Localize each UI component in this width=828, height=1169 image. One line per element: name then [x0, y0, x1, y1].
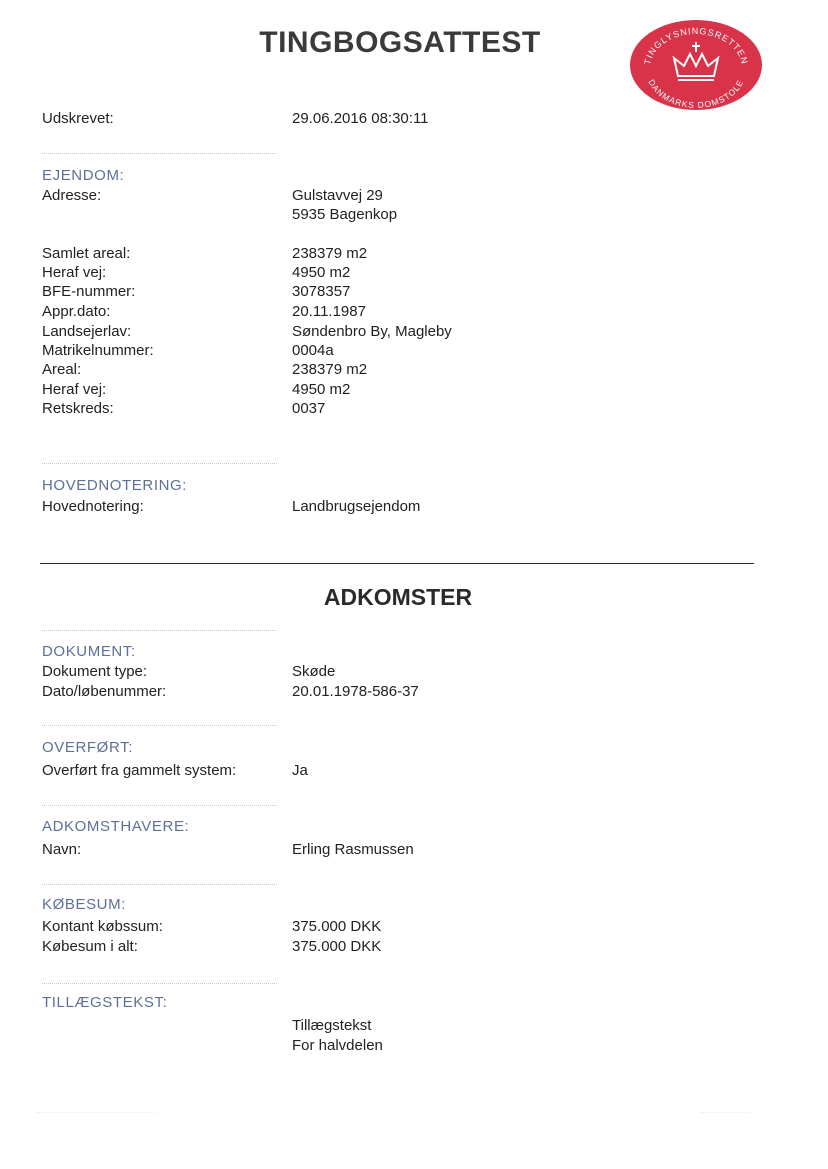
- adresse-label: Adresse:: [42, 187, 102, 204]
- dokument-heading: DOKUMENT:: [42, 643, 136, 660]
- printed-value: 29.06.2016 08:30:11: [292, 110, 429, 127]
- field-label: Købesum i alt:: [42, 938, 138, 955]
- field-label: Heraf vej:: [42, 264, 107, 281]
- field-value: 20.01.1978-586-37: [292, 683, 419, 700]
- field-label: Dokument type:: [42, 663, 148, 680]
- tillaegstekst-line1: Tillægstekst: [292, 1017, 372, 1034]
- field-value: 0004a: [292, 342, 334, 359]
- section-divider: [42, 884, 277, 885]
- field-label: BFE-nummer:: [42, 283, 136, 300]
- tillaegstekst-line2: For halvdelen: [292, 1037, 383, 1054]
- field-value: 4950 m2: [292, 381, 351, 398]
- footer-mark-right: [700, 1112, 750, 1113]
- printed-label: Udskrevet:: [42, 110, 114, 127]
- section-divider: [42, 153, 277, 154]
- adkomsthavere-heading: ADKOMSTHAVERE:: [42, 818, 190, 835]
- field-label: Appr.dato:: [42, 303, 111, 320]
- navn-value: Erling Rasmussen: [292, 841, 414, 858]
- field-value: 4950 m2: [292, 264, 351, 281]
- field-value: 0037: [292, 400, 326, 417]
- section-divider: [42, 805, 277, 806]
- field-value: 238379 m2: [292, 361, 368, 378]
- adresse-line2: 5935 Bagenkop: [292, 206, 398, 223]
- field-label: Retskreds:: [42, 400, 114, 417]
- overfort-heading: OVERFØRT:: [42, 739, 133, 756]
- field-value: 3078357: [292, 283, 351, 300]
- field-label: Dato/løbenummer:: [42, 683, 167, 700]
- ejendom-heading: EJENDOM:: [42, 167, 125, 184]
- field-value: 375.000 DKK: [292, 918, 382, 935]
- field-value: Skøde: [292, 663, 336, 680]
- document-title: TINGBOGSATTEST: [259, 26, 541, 59]
- tinglysningsretten-seal: [628, 18, 764, 112]
- hovednotering-value: Landbrugsejendom: [292, 498, 421, 515]
- section-divider: [42, 630, 277, 631]
- overfort-value: Ja: [292, 762, 308, 779]
- field-value: Søndenbro By, Magleby: [292, 323, 452, 340]
- navn-label: Navn:: [42, 841, 82, 858]
- hovednotering-label: Hovednotering:: [42, 498, 144, 515]
- field-label: Heraf vej:: [42, 381, 107, 398]
- section-divider: [42, 725, 277, 726]
- overfort-label: Overført fra gammelt system:: [42, 762, 237, 779]
- footer-mark-left: [36, 1112, 156, 1113]
- section-divider: [42, 463, 277, 464]
- field-label: Areal:: [42, 361, 82, 378]
- section-rule: [40, 563, 754, 564]
- field-value: 375.000 DKK: [292, 938, 382, 955]
- field-value: 238379 m2: [292, 245, 368, 262]
- seal-bottom-text: DANMARKS DOMSTOLE: [646, 77, 746, 111]
- adresse-line1: Gulstavvej 29: [292, 187, 383, 204]
- kobesum-heading: KØBESUM:: [42, 896, 126, 913]
- seal-top-text: TINGLYSNINGSRETTEN: [642, 25, 750, 66]
- field-label: Landsejerlav:: [42, 323, 132, 340]
- adkomster-title: ADKOMSTER: [323, 584, 473, 610]
- field-label: Kontant købssum:: [42, 918, 163, 935]
- field-value: 20.11.1987: [292, 303, 366, 320]
- section-divider: [42, 983, 277, 984]
- field-label: Samlet areal:: [42, 245, 131, 262]
- hovednotering-heading: HOVEDNOTERING:: [42, 477, 188, 494]
- field-label: Matrikelnummer:: [42, 342, 154, 359]
- tillaegstekst-heading: TILLÆGSTEKST:: [42, 994, 168, 1011]
